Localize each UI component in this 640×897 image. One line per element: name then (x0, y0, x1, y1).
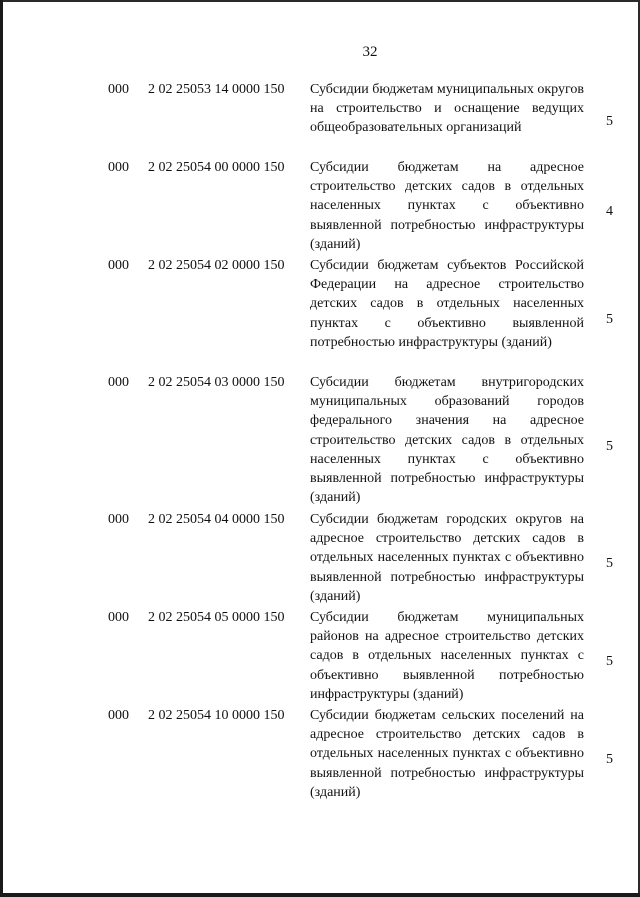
income-description: Субсидии бюджетам субъектов Российской Федерации на адресное строительство детских садов в отдельных населенных пунктах с объективно выявленной потребностью инфраструктуры (зданий) (310, 258, 584, 350)
row-value: 5 (606, 556, 613, 571)
admin-code: 000 (108, 160, 129, 175)
row-value: 5 (606, 752, 613, 767)
income-description: Субсидии бюджетам внутригородских муниципальных образований городов федерального значения на адресное строительство детских садов в отдельных населенных пунктах с объективно выявленной потребностью инфраструктуры (зданий) (310, 375, 584, 506)
row-value: 4 (606, 204, 613, 219)
budget-classification-code: 2 02 25054 00 0000 150 (148, 160, 285, 175)
income-description: Субсидии бюджетам муниципальных округов на строительство и оснащение ведущих общеобразовательных организаций (310, 82, 584, 136)
admin-code: 000 (108, 258, 129, 273)
row-value: 5 (606, 312, 613, 327)
row-value: 5 (606, 114, 613, 129)
scan-edge-top (0, 0, 640, 2)
budget-classification-code: 2 02 25053 14 0000 150 (148, 82, 285, 97)
budget-classification-code: 2 02 25054 05 0000 150 (148, 610, 285, 625)
admin-code: 000 (108, 375, 129, 390)
budget-classification-code: 2 02 25054 02 0000 150 (148, 258, 285, 273)
budget-classification-code: 2 02 25054 03 0000 150 (148, 375, 285, 390)
admin-code: 000 (108, 610, 129, 625)
row-value: 5 (606, 439, 613, 454)
scan-edge-left (0, 0, 3, 897)
row-value: 5 (606, 654, 613, 669)
income-description: Субсидии бюджетам муниципальных районов на адресное строительство детских садов в отдельных населенных пунктах с объективно выявленной потребностью инфраструктуры (зданий) (310, 610, 584, 702)
income-description: Субсидии бюджетам городских округов на адресное строительство детских садов в отдельных населенных пунктах с объективно выявленной потребностью инфраструктуры (зданий) (310, 512, 584, 604)
admin-code: 000 (108, 82, 129, 97)
budget-classification-code: 2 02 25054 04 0000 150 (148, 512, 285, 527)
income-description: Субсидии бюджетам на адресное строительство детских садов в отдельных населенных пунктах с объективно выявленной потребностью инфраструктуры (зданий) (310, 160, 584, 252)
admin-code: 000 (108, 708, 129, 723)
admin-code: 000 (108, 512, 129, 527)
scan-edge-bottom (0, 893, 640, 897)
page-number: 32 (362, 44, 378, 60)
budget-classification-code: 2 02 25054 10 0000 150 (148, 708, 285, 723)
income-description: Субсидии бюджетам сельских поселений на адресное строительство детских садов в отдельных населенных пунктах с объективно выявленной потребностью инфраструктуры (зданий) (310, 708, 584, 800)
